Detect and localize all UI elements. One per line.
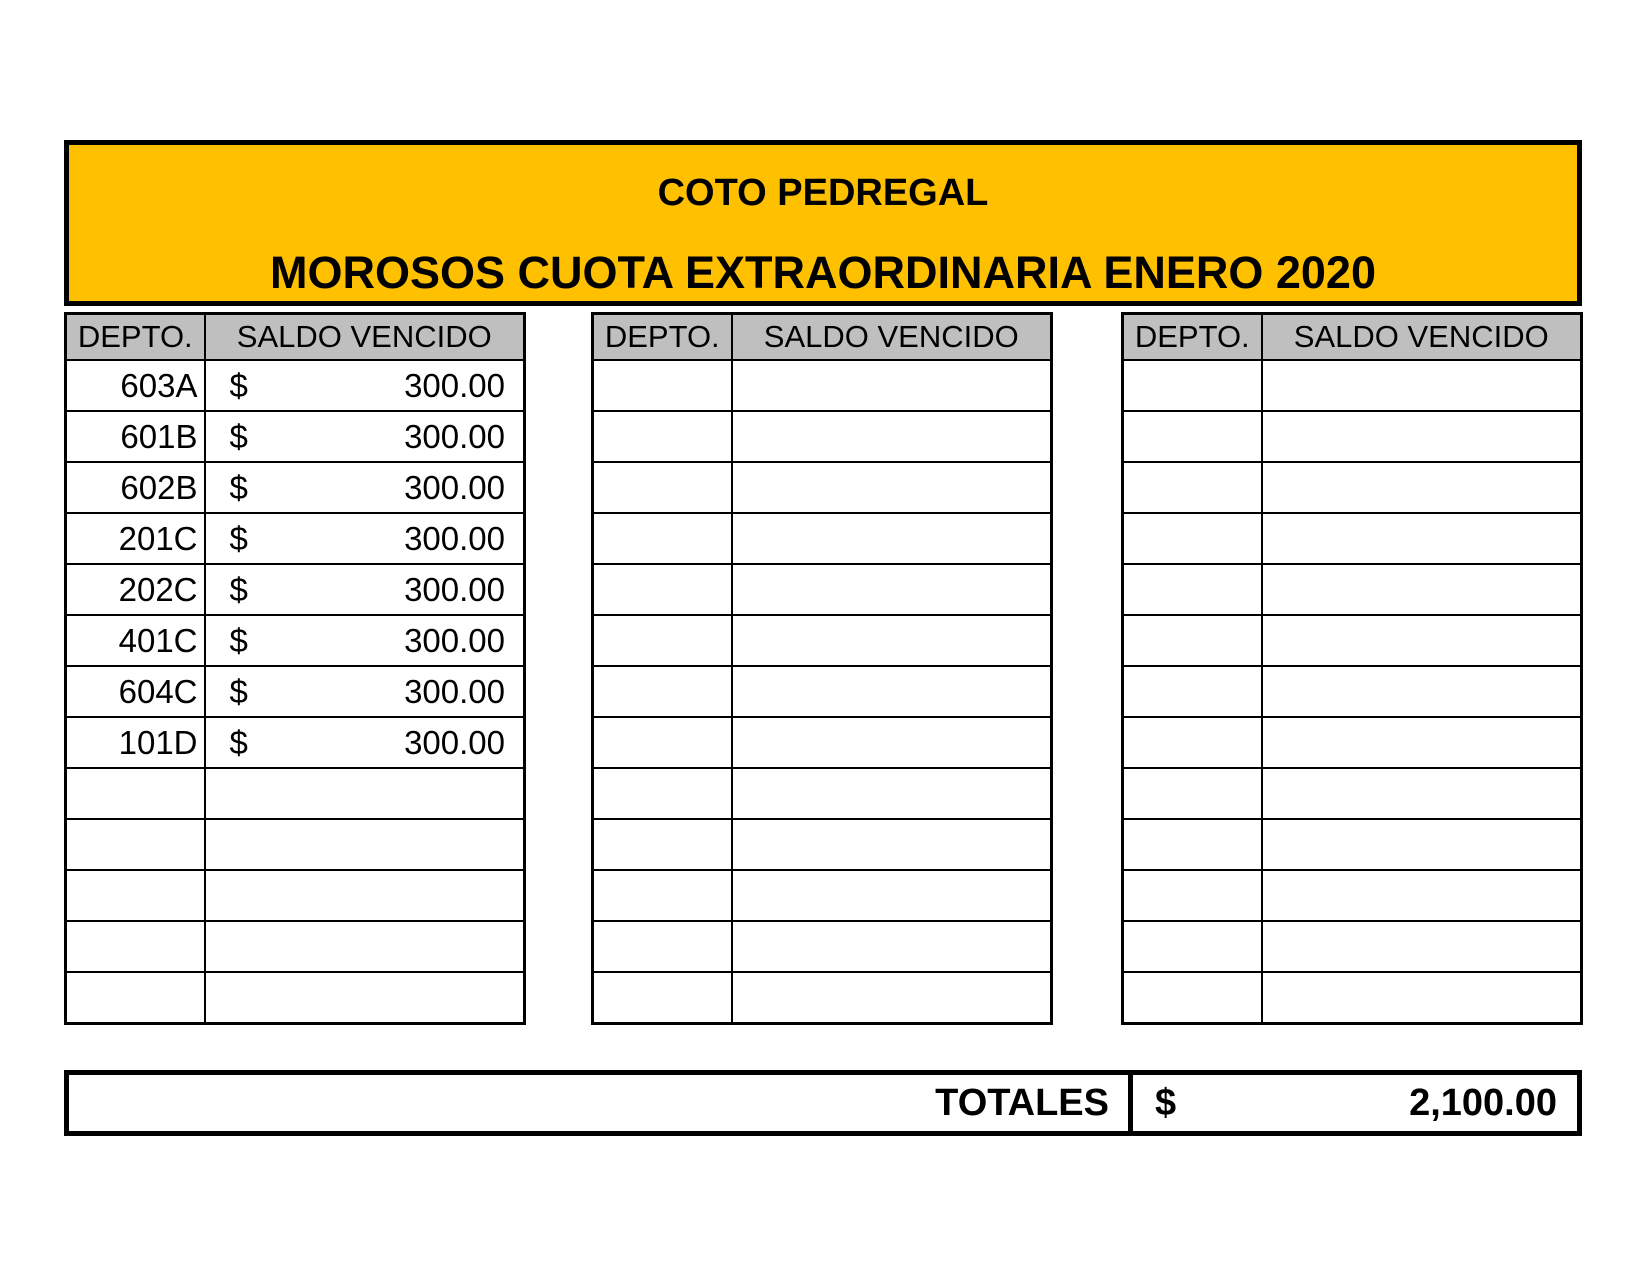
saldo-cell	[205, 513, 525, 564]
amount	[206, 418, 524, 456]
saldo-cell	[205, 819, 525, 870]
depto-cell: 401C	[66, 615, 205, 666]
table-row	[66, 870, 525, 921]
depto-cell: 101D	[66, 717, 205, 768]
depto-cell	[1123, 462, 1262, 513]
depto-cell	[1123, 972, 1262, 1024]
depto-cell	[593, 717, 732, 768]
depto-cell	[593, 819, 732, 870]
amount	[206, 673, 524, 711]
depto-cell	[66, 819, 205, 870]
saldo-cell	[1262, 360, 1582, 411]
saldo-cell	[732, 870, 1052, 921]
debtor-table-2	[591, 312, 1053, 1025]
saldo-cell	[732, 360, 1052, 411]
depto-cell	[1123, 411, 1262, 462]
amount	[206, 469, 524, 507]
saldo-cell	[205, 411, 525, 462]
totals-label: TOTALES	[935, 1082, 1109, 1124]
debtor-table-1	[64, 312, 526, 1025]
amount-value: 300.00	[404, 723, 505, 761]
depto-cell	[593, 564, 732, 615]
depto-cell	[1123, 615, 1262, 666]
saldo-cell	[1262, 717, 1582, 768]
table-row	[593, 666, 1052, 717]
table-row	[66, 615, 525, 666]
table-row	[66, 564, 525, 615]
amount	[206, 367, 524, 405]
table-row	[593, 564, 1052, 615]
saldo-cell	[205, 768, 525, 819]
table-row	[593, 462, 1052, 513]
table-row	[66, 717, 525, 768]
depto-cell	[66, 972, 205, 1024]
column-header-depto: DEPTO.	[66, 314, 205, 361]
title-banner	[64, 140, 1582, 306]
amount-value: 300.00	[404, 621, 505, 659]
saldo-cell	[1262, 972, 1582, 1024]
saldo-cell	[732, 921, 1052, 972]
depto-cell: 603A	[66, 360, 205, 411]
table-row	[66, 819, 525, 870]
saldo-cell	[732, 819, 1052, 870]
totals-bar	[64, 1070, 1582, 1136]
saldo-cell	[205, 717, 525, 768]
depto-cell: 202C	[66, 564, 205, 615]
totals-value: 2,100.00	[1409, 1081, 1557, 1124]
depto-cell	[1123, 819, 1262, 870]
depto-cell	[1123, 360, 1262, 411]
depto-cell	[1123, 666, 1262, 717]
saldo-cell	[205, 564, 525, 615]
depto-cell	[1123, 717, 1262, 768]
depto-cell	[66, 768, 205, 819]
depto-cell	[1123, 513, 1262, 564]
saldo-cell	[1262, 513, 1582, 564]
depto-cell: 201C	[66, 513, 205, 564]
saldo-cell	[732, 972, 1052, 1024]
amount	[206, 622, 524, 660]
table-row	[66, 462, 525, 513]
table-row	[1123, 360, 1582, 411]
saldo-cell	[1262, 819, 1582, 870]
saldo-cell	[732, 717, 1052, 768]
table-row	[66, 768, 525, 819]
column-header-depto: DEPTO.	[1123, 314, 1262, 361]
table-row	[66, 972, 525, 1024]
table-row	[66, 360, 525, 411]
table-row	[66, 513, 525, 564]
depto-cell	[66, 870, 205, 921]
table-row	[593, 717, 1052, 768]
column-header-saldo: SALDO VENCIDO	[732, 314, 1052, 361]
currency-symbol: $	[229, 417, 248, 455]
saldo-cell	[205, 921, 525, 972]
column-header-depto: DEPTO.	[593, 314, 732, 361]
saldo-cell	[205, 360, 525, 411]
table-row	[1123, 972, 1582, 1024]
saldo-cell	[732, 411, 1052, 462]
currency-symbol: $	[229, 468, 248, 506]
table-row	[593, 615, 1052, 666]
saldo-cell	[205, 870, 525, 921]
saldo-cell	[1262, 870, 1582, 921]
amount-value: 300.00	[404, 366, 505, 404]
table-row	[1123, 768, 1582, 819]
table-row	[593, 819, 1052, 870]
depto-cell: 601B	[66, 411, 205, 462]
saldo-cell	[1262, 666, 1582, 717]
depto-cell	[1123, 564, 1262, 615]
saldo-cell	[732, 768, 1052, 819]
table-row	[1123, 870, 1582, 921]
table-row	[593, 513, 1052, 564]
table-row	[1123, 819, 1582, 870]
table-row	[1123, 921, 1582, 972]
table-row	[1123, 717, 1582, 768]
depto-cell	[593, 666, 732, 717]
amount	[206, 520, 524, 558]
table-row	[66, 666, 525, 717]
saldo-cell	[1262, 921, 1582, 972]
saldo-cell	[205, 972, 525, 1024]
page-title: MOROSOS CUOTA EXTRAORDINARIA ENERO 2020	[270, 247, 1376, 298]
saldo-cell	[1262, 411, 1582, 462]
table-row	[593, 972, 1052, 1024]
depto-cell	[593, 870, 732, 921]
column-header-saldo: SALDO VENCIDO	[1262, 314, 1582, 361]
saldo-cell	[732, 666, 1052, 717]
header-row	[1123, 314, 1582, 361]
table-row	[593, 921, 1052, 972]
totals-currency-symbol: $	[1155, 1081, 1177, 1124]
depto-cell	[593, 972, 732, 1024]
depto-cell	[1123, 768, 1262, 819]
depto-cell	[593, 462, 732, 513]
header-row	[66, 314, 525, 361]
depto-cell: 604C	[66, 666, 205, 717]
totals-amount	[1133, 1075, 1577, 1131]
table-row	[1123, 462, 1582, 513]
currency-symbol: $	[229, 570, 248, 608]
depto-cell	[1123, 870, 1262, 921]
table-row	[593, 360, 1052, 411]
depto-cell	[593, 513, 732, 564]
column-header-saldo: SALDO VENCIDO	[205, 314, 525, 361]
currency-symbol: $	[229, 621, 248, 659]
saldo-cell	[1262, 615, 1582, 666]
debtor-table-3	[1121, 312, 1583, 1025]
table-row	[593, 768, 1052, 819]
depto-cell	[593, 411, 732, 462]
header-row	[593, 314, 1052, 361]
depto-cell	[1123, 921, 1262, 972]
saldo-cell	[205, 615, 525, 666]
saldo-cell	[205, 462, 525, 513]
table-row	[1123, 513, 1582, 564]
amount-value: 300.00	[404, 672, 505, 710]
table-row	[66, 921, 525, 972]
amount-value: 300.00	[404, 570, 505, 608]
saldo-cell	[1262, 462, 1582, 513]
page-subtitle: COTO PEDREGAL	[657, 172, 989, 214]
saldo-cell	[205, 666, 525, 717]
table-row	[1123, 411, 1582, 462]
depto-cell	[593, 921, 732, 972]
currency-symbol: $	[229, 519, 248, 557]
depto-cell	[66, 921, 205, 972]
amount	[206, 571, 524, 609]
currency-symbol: $	[229, 672, 248, 710]
saldo-cell	[732, 564, 1052, 615]
amount-value: 300.00	[404, 468, 505, 506]
table-row	[66, 411, 525, 462]
table-row	[1123, 564, 1582, 615]
saldo-cell	[1262, 564, 1582, 615]
table-row	[593, 411, 1052, 462]
depto-cell	[593, 768, 732, 819]
currency-symbol: $	[229, 723, 248, 761]
currency-symbol: $	[229, 366, 248, 404]
saldo-cell	[732, 615, 1052, 666]
saldo-cell	[1262, 768, 1582, 819]
saldo-cell	[732, 462, 1052, 513]
table-row	[1123, 615, 1582, 666]
amount	[206, 724, 524, 762]
amount-value: 300.00	[404, 417, 505, 455]
depto-cell: 602B	[66, 462, 205, 513]
amount-value: 300.00	[404, 519, 505, 557]
saldo-cell	[732, 513, 1052, 564]
depto-cell	[593, 615, 732, 666]
table-row	[593, 870, 1052, 921]
table-row	[1123, 666, 1582, 717]
depto-cell	[593, 360, 732, 411]
